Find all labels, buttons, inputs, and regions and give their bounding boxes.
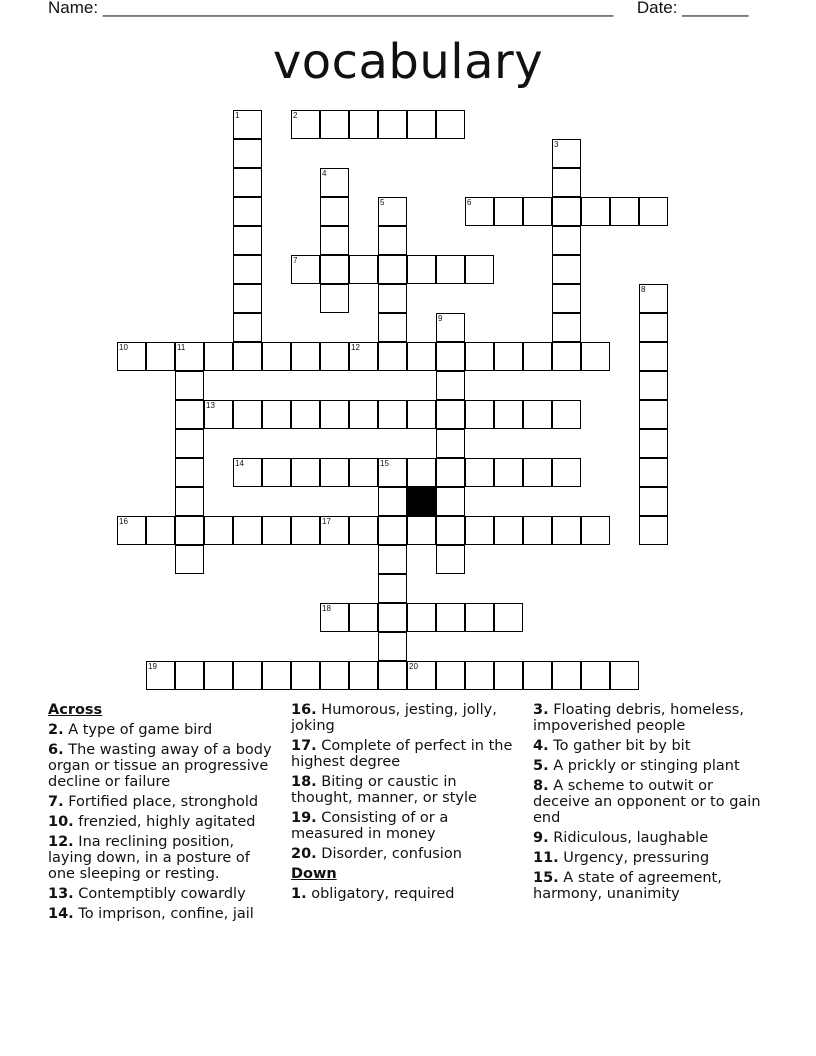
grid-cell[interactable] <box>610 661 639 690</box>
grid-cell[interactable] <box>320 284 349 313</box>
grid-cell[interactable] <box>349 661 378 690</box>
grid-cell[interactable] <box>407 516 436 545</box>
grid-cell[interactable] <box>436 342 465 371</box>
clue-number-1: 1 <box>235 111 240 120</box>
clue-across-18: 18. Biting or caustic in thought, manner, or style <box>291 774 477 806</box>
grid-cell[interactable] <box>349 516 378 545</box>
grid-cell[interactable] <box>262 661 291 690</box>
across-heading: Across <box>48 702 103 718</box>
grid-cell[interactable] <box>175 371 204 400</box>
grid-cell[interactable] <box>407 110 436 139</box>
grid-cell[interactable] <box>552 255 581 284</box>
grid-cell[interactable] <box>320 458 349 487</box>
name-field-line[interactable]: ______________________________________________________ <box>102 0 614 17</box>
clue-number-9: 9 <box>438 314 443 323</box>
grid-cell[interactable] <box>552 168 581 197</box>
clue-number-12: 12 <box>351 343 360 352</box>
grid-cell[interactable] <box>436 429 465 458</box>
grid-cell[interactable] <box>494 516 523 545</box>
grid-cell[interactable] <box>581 661 610 690</box>
grid-cell[interactable] <box>204 516 233 545</box>
grid-cell[interactable] <box>407 342 436 371</box>
grid-cell[interactable] <box>378 313 407 342</box>
grid-cell[interactable] <box>378 661 407 690</box>
clue-across-7: 7. Fortified place, stronghold <box>48 794 259 810</box>
grid-cell[interactable] <box>552 661 581 690</box>
grid-cell[interactable] <box>552 197 581 226</box>
grid-cell[interactable] <box>407 458 436 487</box>
grid-cell[interactable] <box>320 342 349 371</box>
clue-number-17: 17 <box>322 517 331 526</box>
grid-cell[interactable] <box>349 458 378 487</box>
grid-cell[interactable] <box>465 603 494 632</box>
grid-cell[interactable] <box>146 342 175 371</box>
grid-cell[interactable] <box>262 400 291 429</box>
grid-cell[interactable] <box>523 400 552 429</box>
grid-cell[interactable] <box>639 313 668 342</box>
clue-number-18: 18 <box>322 604 331 613</box>
grid-cell[interactable] <box>291 458 320 487</box>
grid-cell[interactable] <box>233 400 262 429</box>
clue-number-10: 10 <box>119 343 128 352</box>
grid-cell[interactable] <box>378 632 407 661</box>
grid-cell[interactable] <box>175 458 204 487</box>
grid-cell[interactable] <box>320 400 349 429</box>
clue-column-1 <box>48 702 274 926</box>
grid-cell[interactable] <box>465 516 494 545</box>
clue-number-11: 11 <box>177 343 186 352</box>
grid-cell[interactable] <box>378 110 407 139</box>
grid-cell[interactable] <box>378 400 407 429</box>
grid-cell[interactable] <box>378 516 407 545</box>
grid-cell[interactable] <box>378 255 407 284</box>
grid-cell[interactable] <box>204 661 233 690</box>
down-heading: Down <box>291 866 337 882</box>
clue-across-13: 13. Contemptibly cowardly <box>48 886 246 902</box>
grid-cell[interactable] <box>552 458 581 487</box>
grid-cell[interactable] <box>378 574 407 603</box>
grid-cell[interactable] <box>552 313 581 342</box>
clue-down-5: 5. A prickly or stinging plant <box>533 758 740 774</box>
grid-cell[interactable] <box>349 110 378 139</box>
clue-number-4: 4 <box>322 169 327 178</box>
grid-cell[interactable] <box>407 255 436 284</box>
grid-cell[interactable] <box>581 342 610 371</box>
grid-cell[interactable] <box>436 487 465 516</box>
grid-cell[interactable] <box>523 342 552 371</box>
clue-across-2: 2. A type of game bird <box>48 722 213 738</box>
grid-cell[interactable] <box>639 400 668 429</box>
grid-cell[interactable] <box>436 458 465 487</box>
grid-cell[interactable] <box>378 284 407 313</box>
grid-cell[interactable] <box>291 516 320 545</box>
grid-cell[interactable] <box>436 255 465 284</box>
grid-cell[interactable] <box>523 516 552 545</box>
grid-cell[interactable] <box>494 458 523 487</box>
grid-cell[interactable] <box>262 516 291 545</box>
grid-cell[interactable] <box>233 342 262 371</box>
grid-cell[interactable] <box>233 284 262 313</box>
grid-cell[interactable] <box>494 197 523 226</box>
grid-cell[interactable] <box>320 661 349 690</box>
grid-cell[interactable] <box>494 400 523 429</box>
grid-cell[interactable] <box>494 342 523 371</box>
grid-cell[interactable] <box>436 545 465 574</box>
black-cell <box>407 487 436 516</box>
grid-cell[interactable] <box>639 458 668 487</box>
grid-cell[interactable] <box>465 342 494 371</box>
grid-cell[interactable] <box>552 284 581 313</box>
grid-cell[interactable] <box>320 197 349 226</box>
grid-cell[interactable] <box>175 487 204 516</box>
clue-across-16: 16. Humorous, jesting, jolly, joking <box>291 702 497 734</box>
grid-cell[interactable] <box>494 661 523 690</box>
clue-across-6: 6. The wasting away of a body organ or tissue an progressive decline or failure <box>48 742 272 790</box>
grid-cell[interactable] <box>639 371 668 400</box>
grid-cell[interactable] <box>175 516 204 545</box>
clue-down-4: 4. To gather bit by bit <box>533 738 691 754</box>
clue-column-2 <box>291 702 515 906</box>
grid-cell[interactable] <box>175 400 204 429</box>
grid-cell[interactable] <box>465 400 494 429</box>
clue-column-3 <box>533 702 773 906</box>
grid-cell[interactable] <box>233 139 262 168</box>
grid-cell[interactable] <box>233 197 262 226</box>
grid-cell[interactable] <box>639 342 668 371</box>
grid-cell[interactable] <box>436 110 465 139</box>
clue-number-19: 19 <box>148 662 157 671</box>
clue-number-15: 15 <box>380 459 389 468</box>
clue-across-10: 10. frenzied, highly agitated <box>48 814 256 830</box>
grid-cell[interactable] <box>233 168 262 197</box>
clue-across-12: 12. Ina reclining position, laying down, in a posture of one sleeping or resting. <box>48 834 250 882</box>
grid-cell[interactable] <box>291 342 320 371</box>
grid-cell[interactable] <box>523 458 552 487</box>
grid-cell[interactable] <box>233 516 262 545</box>
clue-number-6: 6 <box>467 198 472 207</box>
grid-cell[interactable] <box>639 197 668 226</box>
grid-cell[interactable] <box>639 429 668 458</box>
clue-number-2: 2 <box>293 111 298 120</box>
grid-cell[interactable] <box>436 371 465 400</box>
grid-cell[interactable] <box>320 110 349 139</box>
clue-down-8: 8. A scheme to outwit or deceive an opponent or to gain end <box>533 778 761 826</box>
grid-cell[interactable] <box>465 458 494 487</box>
grid-cell[interactable] <box>349 400 378 429</box>
grid-cell[interactable] <box>436 400 465 429</box>
clue-number-16: 16 <box>119 517 128 526</box>
grid-cell[interactable] <box>581 516 610 545</box>
grid-cell[interactable] <box>523 197 552 226</box>
grid-cell[interactable] <box>581 197 610 226</box>
grid-cell[interactable] <box>262 342 291 371</box>
clue-down-15: 15. A state of agreement, harmony, unanimity <box>533 870 722 902</box>
grid-cell[interactable] <box>291 400 320 429</box>
clue-number-5: 5 <box>380 198 385 207</box>
grid-cell[interactable] <box>436 603 465 632</box>
clue-across-17: 17. Complete of perfect in the highest degree <box>291 738 513 770</box>
grid-cell[interactable] <box>175 545 204 574</box>
grid-cell[interactable] <box>291 661 320 690</box>
grid-cell[interactable] <box>465 255 494 284</box>
grid-cell[interactable] <box>436 516 465 545</box>
grid-cell[interactable] <box>552 226 581 255</box>
grid-cell[interactable] <box>320 226 349 255</box>
grid-cell[interactable] <box>378 342 407 371</box>
clue-number-14: 14 <box>235 459 244 468</box>
grid-cell[interactable] <box>494 603 523 632</box>
clue-down-11: 11. Urgency, pressuring <box>533 850 710 866</box>
date-field-line[interactable]: _______ <box>682 0 749 17</box>
grid-cell[interactable] <box>349 255 378 284</box>
grid-cell[interactable] <box>610 197 639 226</box>
clue-number-7: 7 <box>293 256 298 265</box>
grid-cell[interactable] <box>233 226 262 255</box>
grid-cell[interactable] <box>262 458 291 487</box>
grid-cell[interactable] <box>233 313 262 342</box>
clue-number-20: 20 <box>409 662 418 671</box>
clue-down-3: 3. Floating debris, homeless, impoverished people <box>533 702 744 734</box>
grid-cell[interactable] <box>436 661 465 690</box>
clue-down-1: 1. obligatory, required <box>291 886 455 902</box>
clue-across-14: 14. To imprison, confine, jail <box>48 906 254 922</box>
grid-cell[interactable] <box>552 342 581 371</box>
grid-cell[interactable] <box>204 342 233 371</box>
grid-cell[interactable] <box>175 429 204 458</box>
grid-cell[interactable] <box>523 661 552 690</box>
grid-cell[interactable] <box>233 255 262 284</box>
date-label: Date: <box>636 0 678 17</box>
clue-number-3: 3 <box>554 140 559 149</box>
grid-cell[interactable] <box>175 661 204 690</box>
grid-cell[interactable] <box>378 226 407 255</box>
grid-cell[interactable] <box>378 545 407 574</box>
clue-down-9: 9. Ridiculous, laughable <box>533 830 709 846</box>
grid-cell[interactable] <box>233 661 262 690</box>
grid-cell[interactable] <box>146 516 175 545</box>
clue-number-8: 8 <box>641 285 646 294</box>
grid-cell[interactable] <box>639 516 668 545</box>
grid-cell[interactable] <box>552 400 581 429</box>
clue-number-13: 13 <box>206 401 215 410</box>
name-label: Name: <box>48 0 99 17</box>
grid-cell[interactable] <box>639 487 668 516</box>
grid-cell[interactable] <box>378 603 407 632</box>
grid-cell[interactable] <box>378 487 407 516</box>
clue-across-19: 19. Consisting of or a measured in money <box>291 810 449 842</box>
clue-across-20: 20. Disorder, confusion <box>291 846 462 862</box>
grid-cell[interactable] <box>407 400 436 429</box>
grid-cell[interactable] <box>407 603 436 632</box>
grid-cell[interactable] <box>349 603 378 632</box>
page-title: vocabulary <box>272 34 544 90</box>
grid-cell[interactable] <box>465 661 494 690</box>
grid-cell[interactable] <box>320 255 349 284</box>
grid-cell[interactable] <box>552 516 581 545</box>
